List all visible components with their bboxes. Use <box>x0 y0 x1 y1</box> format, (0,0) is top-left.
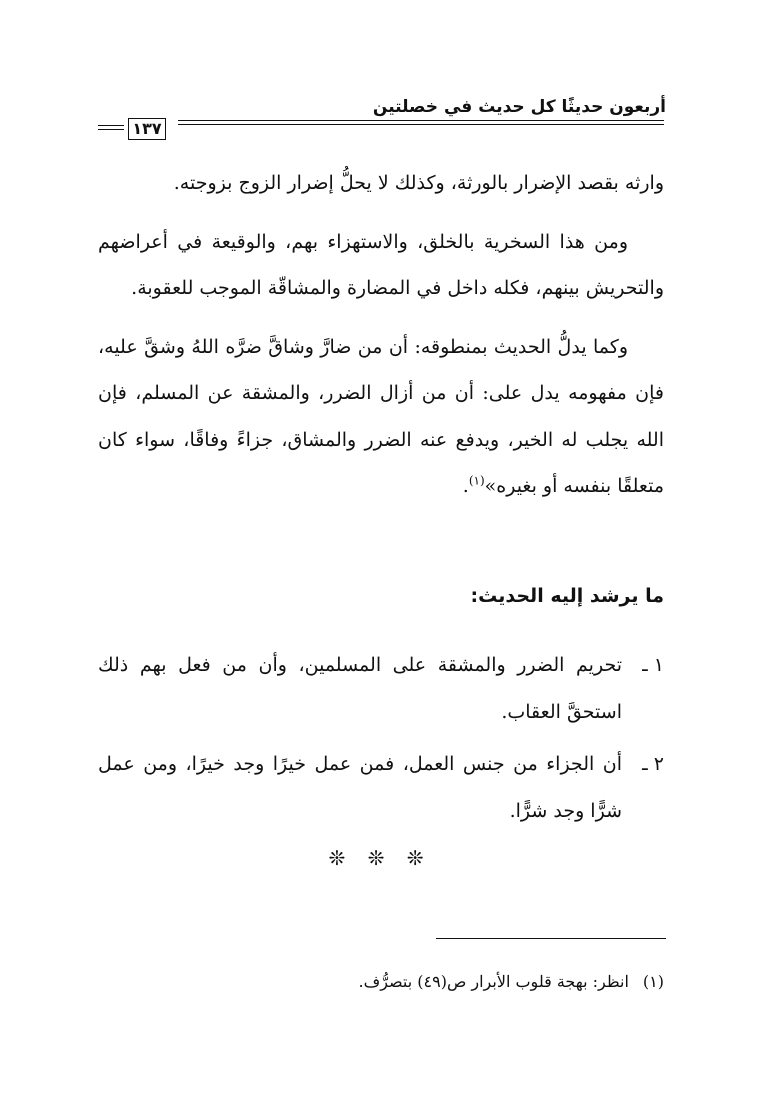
footnote-number: (١) <box>642 972 664 991</box>
list-item-text: تحريم الضرر والمشقة على المسلمين، وأن من فعل بهم ذلك استحقَّ العقاب. <box>98 654 622 723</box>
paragraph-3 <box>98 324 664 510</box>
section-separator: ❊ ❊ ❊ <box>328 846 432 870</box>
guidance-list <box>98 642 664 840</box>
paragraph-3-text: وكما يدلُّ الحديث بمنطوقه: أن من ضارَّ وشاقَّ ضرَّه اللهُ وشقَّ عليه، فإن مفهومه يدل على: أن من أزال الضرر، والمشقة عن المسلم، فإن الله يجلب له الخير، ويدفع عنه الضرر والمشاق، جزاءً وفاقًا، سواء كان متعلقًا بنفسه أو بغيره» <box>98 335 664 497</box>
closing-period: . <box>462 475 469 497</box>
running-title: أربعون حديثًا كل حديث في خصلتين <box>372 97 666 117</box>
footnote-reference[interactable]: (١) <box>468 473 485 488</box>
paragraph-1: وارثه بقصد الإضرار بالورثة، وكذلك لا يحلُّ إضرار الزوج بزوجته. <box>173 172 664 194</box>
page-number-rule <box>98 125 124 130</box>
list-item-number: ٢ ـ <box>642 753 664 775</box>
header-rule <box>178 120 664 125</box>
list-item-number: ١ ـ <box>642 654 664 676</box>
page-number: ١٣٧ <box>128 118 166 140</box>
paragraph-2: ومن هذا السخرية بالخلق، والاستهزاء بهم، والوقيعة في أعراضهم والتحريش بينهم، فكله داخل في المضارة والمشاقّة الموجب للعقوبة. <box>98 230 664 299</box>
list-item <box>98 741 664 834</box>
section-heading: ما يرشد إليه الحديث: <box>470 585 664 607</box>
footnote-text: انظر: بهجة قلوب الأبرار ص(٤٩) بتصرُّف. <box>358 972 629 991</box>
list-item <box>98 642 664 735</box>
list-item-text: أن الجزاء من جنس العمل، فمن عمل خيرًا وجد خيرًا، ومن عمل شرًّا وجد شرًّا. <box>98 753 622 822</box>
footnote <box>359 972 664 991</box>
body-text <box>98 160 664 522</box>
footnote-rule <box>436 938 666 939</box>
